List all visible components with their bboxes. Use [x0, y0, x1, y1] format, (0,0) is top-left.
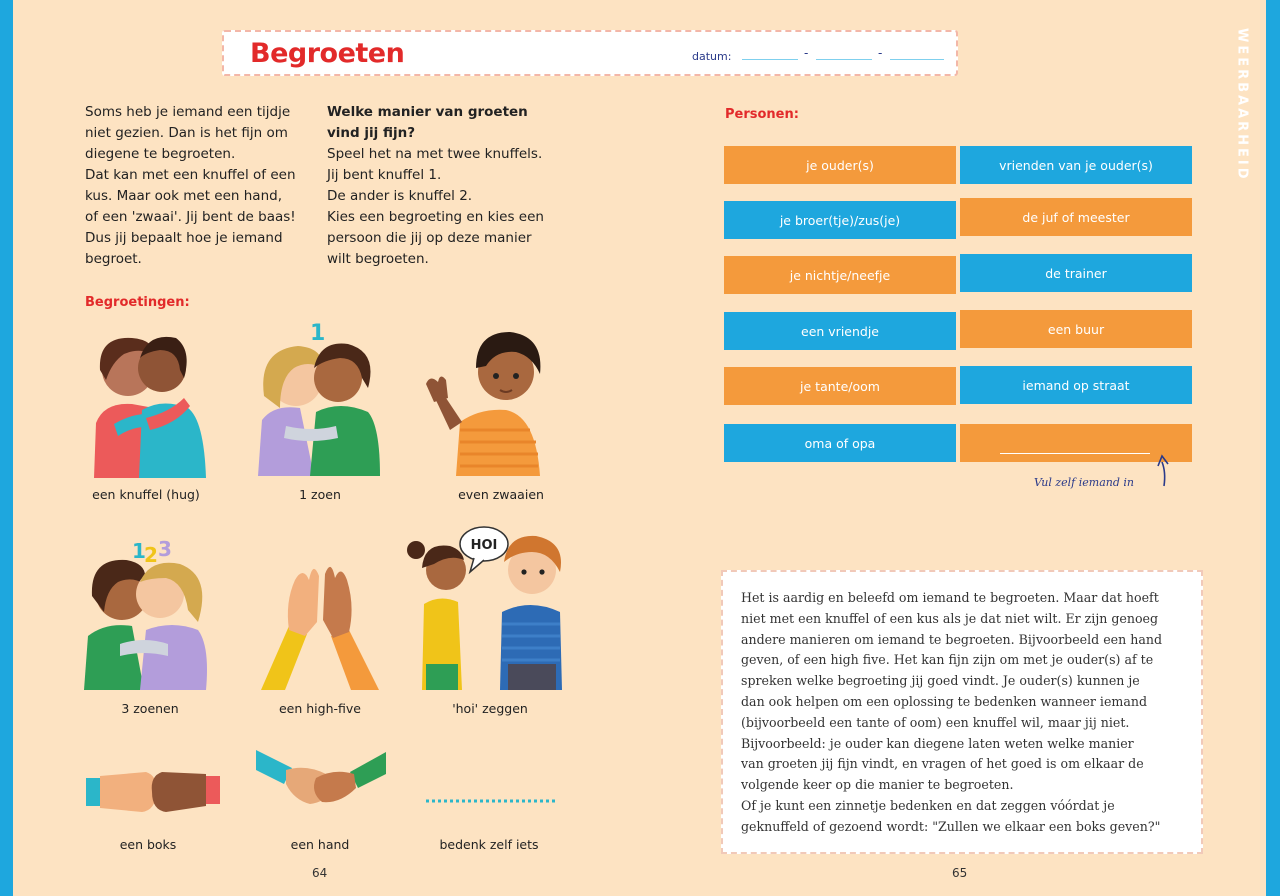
page-title: Begroeten	[250, 38, 405, 69]
blank-write-line[interactable]	[1000, 453, 1150, 454]
kiss-illustration	[250, 316, 390, 480]
question-line: De ander is knuffel 2.	[327, 188, 473, 204]
person-tag[interactable]: de trainer	[960, 254, 1192, 292]
right-edge-bar	[1266, 0, 1280, 896]
person-tag[interactable]: vrienden van je ouder(s)	[960, 146, 1192, 184]
date-separator: -	[878, 46, 883, 60]
info-line: Bijvoorbeeld: je ouder kan diegene laten weten welke manier	[741, 735, 1134, 751]
page-number-right: 65	[952, 866, 968, 880]
intro-line: Soms heb je iemand een tijdje	[85, 104, 291, 120]
info-line: niet met een knuffel of een kus als je dat niet wilt. Er zijn genoeg	[741, 610, 1159, 626]
person-tag[interactable]: oma of opa	[724, 424, 956, 462]
info-line: andere manieren om iemand te begroeten. Bijvoorbeeld een hand	[741, 631, 1163, 647]
intro-line: Dus jij bepaalt hoe je iemand	[85, 230, 283, 246]
say-hi-illustration	[400, 524, 570, 692]
date-day-field[interactable]	[742, 59, 798, 60]
date-separator: -	[804, 46, 809, 60]
intro-line: of een 'zwaai'. Jij bent de baas!	[85, 209, 296, 225]
greeting-caption: 1 zoen	[299, 487, 341, 502]
info-line: volgende keer op die manier te begroeten.	[741, 777, 1014, 793]
fist-bump-illustration	[86, 766, 220, 816]
question-line: Jij bent knuffel 1.	[327, 167, 442, 183]
svg-text:2: 2	[144, 543, 158, 567]
dotted-line-blank	[424, 796, 560, 806]
wave-illustration	[420, 326, 550, 478]
info-line: (bijvoorbeeld een tante of oom) een knuffel wil, maar jij niet.	[741, 714, 1130, 730]
info-line: Of je kunt een zinnetje bedenken en dat zeggen vóórdat je	[741, 797, 1115, 813]
info-line: spreken welke begroeting jij goed vindt. Je ouder(s) kunnen je	[741, 673, 1140, 689]
person-tag[interactable]: een vriendje	[724, 312, 956, 350]
greeting-caption: 3 zoenen	[121, 701, 179, 716]
high-five-illustration	[255, 550, 385, 692]
svg-text:3: 3	[158, 537, 172, 561]
left-edge-bar	[0, 0, 13, 896]
greeting-caption: even zwaaien	[458, 487, 544, 502]
question-line: Speel het na met twee knuffels.	[327, 146, 543, 162]
person-tag[interactable]: je nichtje/neefje	[724, 256, 956, 294]
greeting-caption: een boks	[119, 837, 177, 852]
greeting-caption: een knuffel (hug)	[92, 487, 200, 502]
greeting-caption: een hand	[290, 837, 350, 852]
question-heading: vind jij fijn?	[327, 125, 416, 141]
info-line: geven, of een high five. Het kan fijn zijn om met je ouder(s) af te	[741, 652, 1154, 668]
section-tab	[1228, 20, 1256, 190]
info-line: dan ook helpen om een oplossing te bedenken wanneer iemand	[741, 693, 1148, 709]
person-tag[interactable]: je tante/oom	[724, 367, 956, 405]
question-text	[327, 102, 562, 270]
person-tag[interactable]: je broer(tje)/zus(je)	[724, 201, 956, 239]
info-line: Het is aardig en beleefd om iemand te begroeten. Maar dat hoeft	[741, 590, 1159, 605]
page-number-left: 64	[312, 866, 328, 880]
intro-line: niet gezien. Dan is het fijn om	[85, 125, 288, 141]
question-heading: Welke manier van groeten	[327, 104, 528, 120]
intro-line: begroet.	[85, 251, 142, 267]
info-line: geknuffeld of gezoend wordt: "Zullen we elkaar een boks geven?"	[741, 818, 1161, 834]
kiss-count-number: 1	[310, 321, 326, 346]
date-month-field[interactable]	[816, 59, 872, 60]
intro-text	[85, 102, 310, 270]
person-tag[interactable]: de juf of meester	[960, 198, 1192, 236]
three-kisses-illustration	[80, 536, 220, 692]
question-line: Kies een begroeting en kies een	[327, 209, 544, 225]
question-line: wilt begroeten.	[327, 251, 429, 267]
person-tag[interactable]: iemand op straat	[960, 366, 1192, 404]
date-year-field[interactable]	[890, 59, 944, 60]
info-line: van groeten jij fijn vindt, en vragen of het goed is om elkaar de	[741, 756, 1144, 772]
handshake-illustration	[256, 744, 386, 824]
greeting-caption: een high-five	[278, 701, 361, 716]
intro-line: kus. Maar ook met een hand,	[85, 188, 282, 204]
greetings-heading: Begroetingen:	[85, 295, 190, 310]
speech-bubble-text: HOI	[470, 538, 498, 553]
parent-info-box	[721, 570, 1203, 854]
greeting-caption: 'hoi' zeggen	[452, 701, 528, 716]
intro-line: Dat kan met een knuffel of een	[85, 167, 296, 183]
section-tab-label: WEERBAARHEID	[1234, 28, 1250, 182]
kiss-count-number: 1	[132, 539, 146, 563]
question-line: persoon die jij op deze manier	[327, 230, 532, 246]
fill-in-note: Vul zelf iemand in	[1034, 476, 1134, 489]
person-tag[interactable]: je ouder(s)	[724, 146, 956, 184]
greeting-caption: bedenk zelf iets	[439, 837, 539, 852]
person-tag[interactable]: een buur	[960, 310, 1192, 348]
title-banner	[222, 30, 958, 76]
persons-heading: Personen:	[725, 107, 799, 122]
date-label: datum:	[692, 50, 732, 63]
hug-illustration	[84, 328, 214, 480]
intro-line: diegene te begroeten.	[85, 146, 236, 162]
arrow-up-icon	[1156, 448, 1172, 488]
